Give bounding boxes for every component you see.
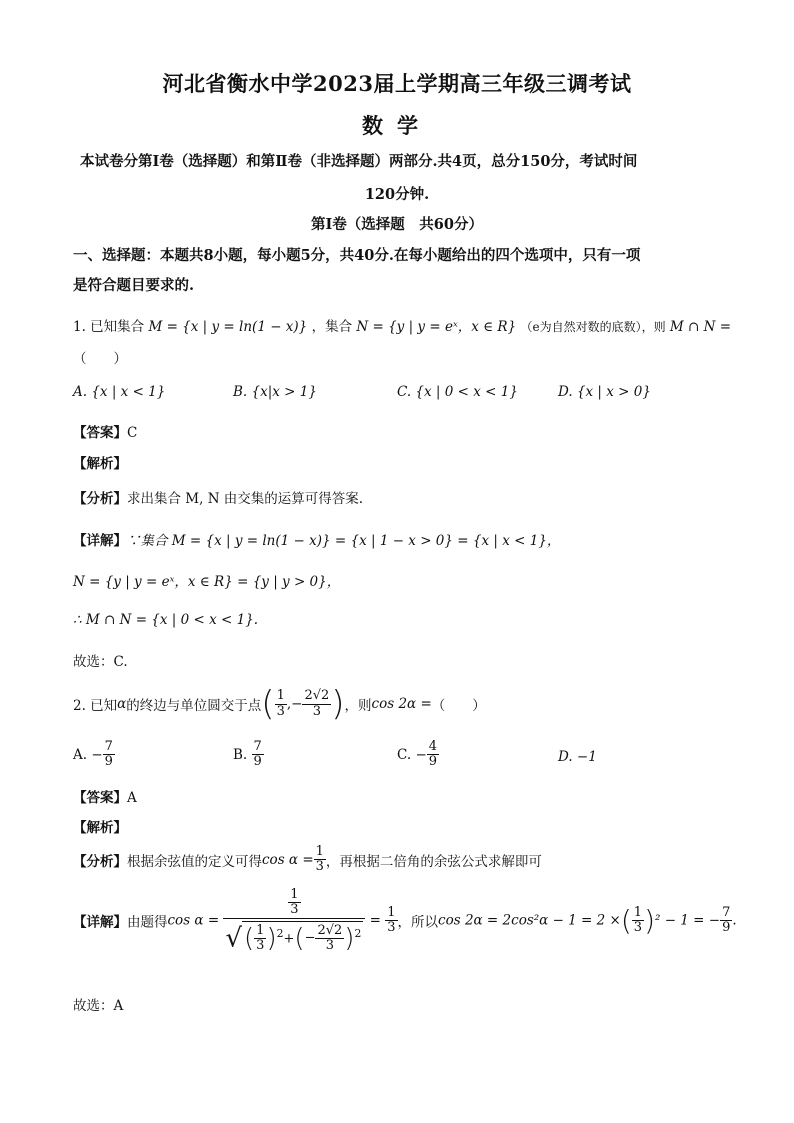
q1-option-a: A. {x | x < 1}: [73, 384, 166, 400]
fenxi-tag: 【分析】: [73, 491, 127, 507]
q2-stem-c: ，则: [344, 698, 372, 714]
q2-option-d: D. −1: [558, 749, 597, 765]
part-title: 第Ⅰ卷（选择题 共60分）: [311, 216, 483, 233]
q2-analysis-tag: 【解析】: [73, 820, 127, 836]
q1-stem-a: 1. 已知集合: [73, 319, 145, 335]
q1-set-n: N = {y | y = eˣ，x ∈ R}: [356, 319, 517, 335]
section-heading-line-1: 一、选择题：本题共8小题，每小题5分，共40分.在每小题给出的四个选项中，只有一项: [73, 247, 641, 264]
q2-blank: （ ）: [431, 698, 486, 714]
q1-set-m: M = {x | y = ln(1 − x)}: [148, 319, 308, 335]
big-fraction: $\frac{1}{3}$ √( $\frac{1}{3}$ )$^2$+(− $\frac{2√2}{3}$ )$^2$: [223, 888, 365, 953]
section-heading-line-2: 是符合题目要求的.: [73, 277, 195, 294]
close-paren: ): [331, 684, 345, 724]
detail-tag: 【详解】: [73, 533, 127, 549]
q2-option-a: A. − $\frac{7}{9}$: [73, 739, 113, 770]
answer-value: A: [127, 790, 137, 806]
intro-line-2: 120分钟.: [364, 186, 430, 203]
q1-stem-b: ，集合: [311, 319, 353, 335]
q1-detail-2: N = {y | y = eˣ，x ∈ R} = {y | y > 0}，: [73, 574, 341, 590]
open-paren: (: [261, 684, 275, 724]
q2-option-c: C. − $\frac{4}{9}$: [397, 739, 438, 770]
q2-fenxi: 【分析】根据余弦值的定义可得cos α = $\frac{1}{3}$ ，再根据二倍角的余弦公式求解即可: [73, 844, 542, 875]
q2-point-y-sign: −: [291, 696, 303, 712]
answer-tag: 【答案】: [73, 790, 127, 806]
q1-option-c: C. {x | 0 < x < 1}: [397, 384, 518, 400]
q1-fenxi: [73, 487, 363, 507]
q1-answer: [73, 421, 137, 441]
exam-title: 河北省衡水中学2023届上学期高三年级三调考试: [162, 71, 632, 96]
q2-detail: 【详解】由题得cos α = $\frac{1}{3}$ √( $\frac{1}{3}$ )$^2$+(− $\frac{2√2}{3}$ )$^2$ = $\frac{1}{3}$ ，所以cos 2α = 2cos²α − 1 = 2 ×( $\frac{1}{3}$ )² − 1 = − $\frac{7}{9}$ .: [73, 887, 737, 954]
intro-line-1: 本试卷分第Ⅰ卷（选择题）和第Ⅱ卷（非选择题）两部分.共4页，总分150分，考试时间: [80, 153, 638, 170]
q1-analysis-tag: 【解析】: [73, 456, 127, 472]
q1-expr: M ∩ N =: [669, 319, 732, 335]
q2-expr: cos 2α =: [371, 696, 432, 712]
q1-detail-3: ∴ M ∩ N = {x | 0 < x < 1}.: [73, 612, 259, 628]
q1-choose: 故选：C.: [73, 654, 128, 670]
q2-option-b: B. $\frac{7}{9}$: [233, 739, 262, 770]
q2-stem: 2. 已知α的终边与单位圆交于点( $\frac{1}{3}$ ,− $\frac{2√2}{3}$ )，则cos 2α =（ ）: [73, 684, 486, 724]
q1-option-d: D. {x | x > 0}: [558, 384, 651, 400]
q1-option-b: B. {x|x > 1}: [233, 384, 317, 400]
answer-value: C: [127, 425, 138, 441]
subject-title: 数学: [362, 113, 432, 138]
fenxi-text: 求出集合 M, N 由交集的运算可得答案.: [127, 491, 364, 507]
q2-choose: 故选：A: [73, 998, 124, 1014]
q2-alpha: α: [117, 696, 127, 712]
q1-blank: （ ）: [73, 351, 127, 367]
answer-tag: 【答案】: [73, 425, 127, 441]
sqrt-icon: √: [225, 923, 243, 954]
q2-stem-b: 的终边与单位圆交于点: [126, 698, 262, 714]
q1-detail-1: [73, 529, 560, 549]
detail-tag: 【详解】: [73, 914, 127, 931]
fenxi-tag: 【分析】: [73, 853, 127, 870]
q2-stem-a: 2. 已知: [73, 698, 118, 714]
detail-text-1: ∵集合 M = {x | y = ln(1 − x)} = {x | 1 − x > 0} = {x | x < 1}，: [127, 533, 561, 549]
q2-point-y: $\frac{2√2}{3}$: [304, 688, 330, 719]
q1-stem-c: （e为自然对数的底数），则: [520, 320, 666, 334]
q2-answer: [73, 786, 137, 806]
q1-stem: [73, 315, 731, 335]
q2-point-x: $\frac{1}{3}$: [276, 688, 285, 719]
